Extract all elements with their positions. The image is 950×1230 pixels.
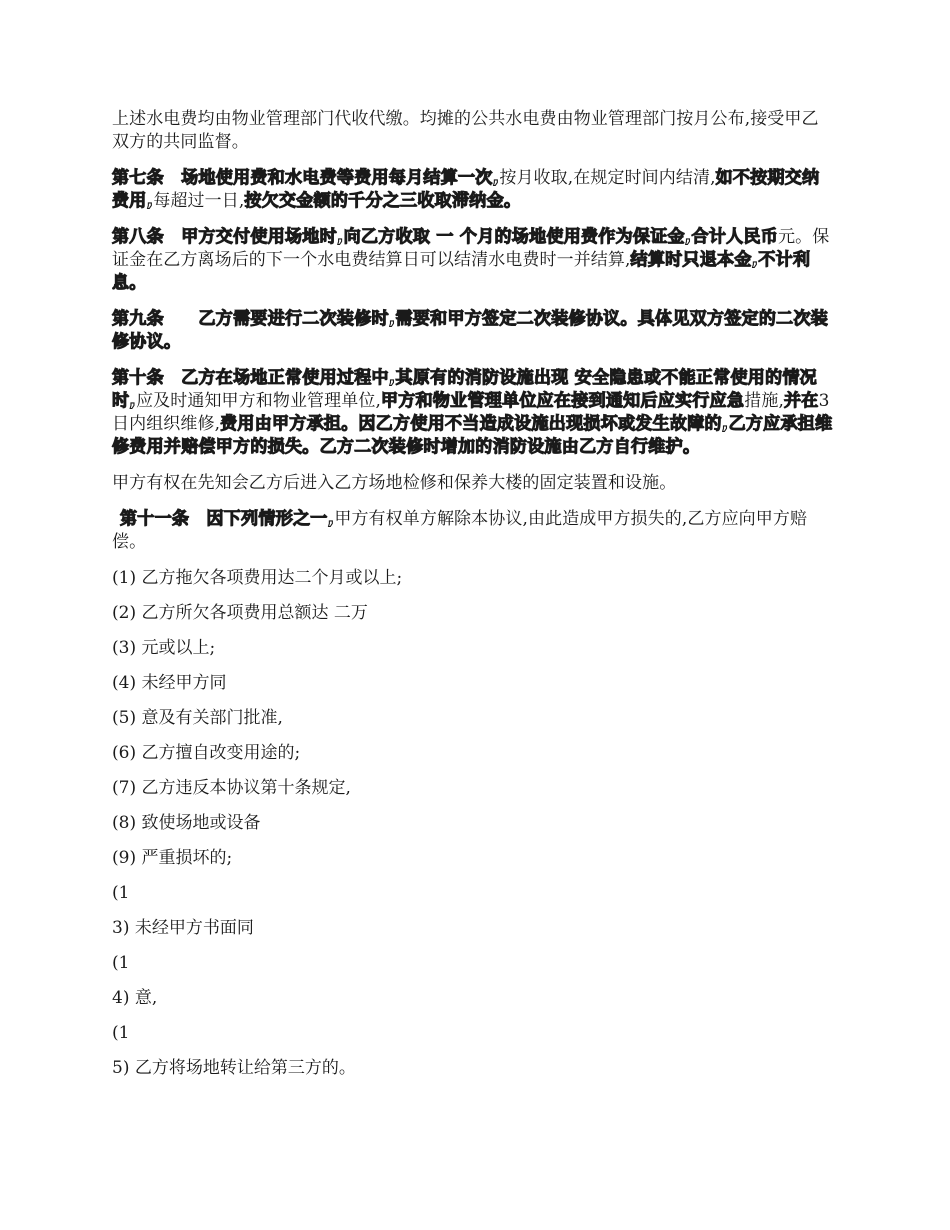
article-7-text-3: 每超过一日, (153, 191, 245, 211)
list-item: 3) 未经甲方书面同 (112, 918, 254, 938)
article-7-text-2: 如不按期交纳费用, (112, 168, 820, 211)
paragraph-utility-fees: 上述水电费均由物业管理部门代收代缴。均摊的公共水电费由物业管理部门按月公布,接受甲乙双方的共同监督。 (112, 109, 819, 152)
article-11-heading: 第十一条 因下列情形之一, (120, 509, 335, 529)
list-item: (1) 乙方拖欠各项费用达二个月或以上; (112, 568, 403, 588)
list-item: (2) 乙方所欠各项费用总额达 二万 (112, 603, 368, 623)
article-8-heading: 第八条 甲方交付使用场地时,向乙方收取 一 个月的场地使用费作为保证金,合计人民币 (112, 227, 779, 247)
article-10-text-2: 甲方和物业管理单位应在接到通知后应实行应急 (380, 391, 745, 411)
list-item: (4) 未经甲方同 (112, 673, 227, 693)
list-item: (8) 致使场地或设备 (112, 813, 261, 833)
article-9 (112, 308, 834, 354)
article-11-text: 甲方有权单方解除本协议,由此造成甲方损失的,乙方应向甲方赔偿。 (112, 509, 808, 552)
article-10-text-4: 并在 (784, 391, 819, 411)
article-10-text-3: 措施, (744, 391, 784, 411)
article-7-text-1: 按月收取,在规定时间内结清, (499, 168, 716, 188)
list-item: 4) 意, (112, 988, 158, 1008)
list-item: (1 (112, 1023, 130, 1043)
article-8-text-1: 元。保证金在乙方离场后的下一个水电费结算日可以结清水电费时一并结算, (112, 227, 830, 270)
article-8 (112, 226, 834, 295)
article-7-heading: 第七条 场地使用费和水电费等费用每月结算一次, (112, 168, 500, 188)
article-8-text-2: 结算时只退本金,不计利息。 (112, 250, 811, 293)
list-item: (1 (112, 953, 130, 973)
list-item: (3) 元或以上; (112, 638, 216, 658)
list-item: (6) 乙方擅自改变用途的; (112, 743, 301, 763)
termination-conditions-list (112, 567, 834, 1080)
list-item: (7) 乙方违反本协议第十条规定, (112, 778, 351, 798)
article-10-text-1: 应及时通知甲方和物业管理单位, (136, 391, 381, 411)
article-7-text-4: 按欠交金额的千分之三收取滞纳金。 (244, 191, 522, 211)
list-item: (5) 意及有关部门批准, (112, 708, 283, 728)
article-10-text-6: 费用由甲方承担。因乙方使用不当造成设施出现损坏或发生故障的,乙方应承担维修费用并赔偿甲方的损失。乙方二次装修时增加的消防设施由乙方自行维护。 (112, 414, 833, 457)
article-10-heading: 第十条 乙方在场地正常使用过程中,其原有的消防设施出现 安全隐患或不能正常使用的情况时, (112, 368, 817, 411)
list-item: 5) 乙方将场地转让给第三方的。 (112, 1058, 356, 1078)
article-9-text: 第九条 乙方需要进行二次装修时,需要和甲方签定二次装修协议。具体见双方签定的二次装修协议。 (112, 309, 829, 352)
article-11 (112, 508, 834, 554)
article-10 (112, 367, 834, 459)
paragraph-inspection-right: 甲方有权在先知会乙方后进入乙方场地检修和保养大楼的固定装置和设施。 (112, 473, 677, 493)
article-10-text-5: 3 日内组织维修, (112, 391, 830, 434)
document-page (112, 108, 834, 1080)
article-7 (112, 167, 834, 213)
list-item: (1 (112, 883, 130, 903)
list-item: (9) 严重损坏的; (112, 848, 233, 868)
